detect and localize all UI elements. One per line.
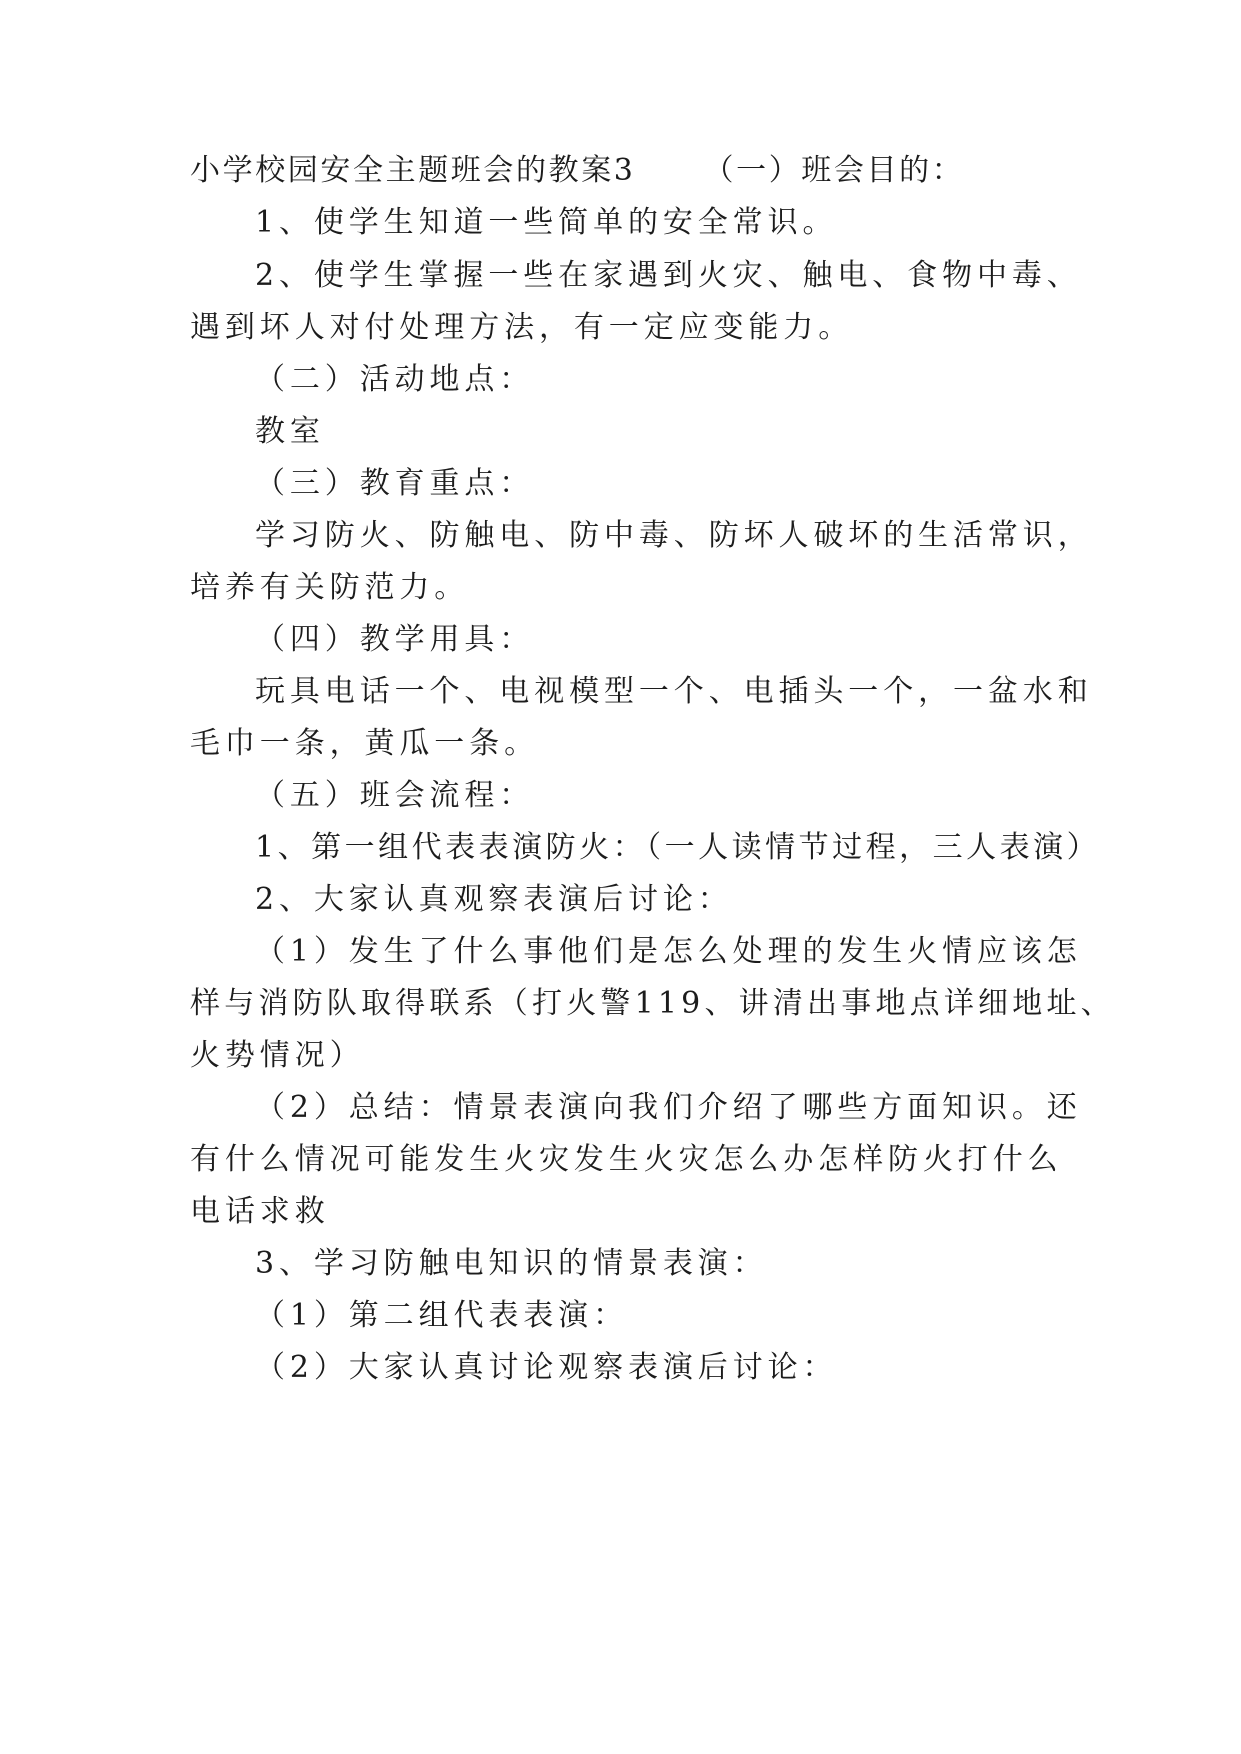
paragraph-line: 有什么情况可能发生火灾发生火灾怎么办怎样防火打什么	[190, 1142, 1063, 1177]
paragraph-line: 教室	[255, 414, 325, 449]
paragraph-line: 学习防火、防触电、防中毒、防坏人破坏的生活常识，	[255, 518, 1093, 553]
paragraph-line: （1）发生了什么事他们是怎么处理的发生火情应该怎	[255, 934, 1082, 969]
paragraph-line: 3、学习防触电知识的情景表演：	[255, 1246, 768, 1281]
paragraph-line: （2）大家认真讨论观察表演后讨论：	[255, 1350, 838, 1385]
paragraph-line: （2）总结：情景表演向我们介绍了哪些方面知识。还	[255, 1090, 1082, 1125]
paragraph-line: 火势情况）	[190, 1038, 365, 1073]
paragraph-line: 样与消防队取得联系（打火警119、讲清出事地点详细地址、	[190, 986, 1115, 1021]
document-title: 小学校园安全主题班会的教案3	[190, 153, 636, 188]
paragraph-line: 1、使学生知道一些简单的安全常识。	[255, 205, 838, 240]
paragraph-line: 2、大家认真观察表演后讨论：	[255, 882, 733, 917]
title-line	[190, 151, 964, 191]
section-heading-2: （二）活动地点：	[255, 362, 535, 397]
paragraph-line: 1、第一组代表表演防火：（一人读情节过程，三人表演）	[255, 830, 1101, 865]
paragraph-line: 遇到坏人对付处理方法，有一定应变能力。	[190, 310, 854, 345]
section-heading-3: （三）教育重点：	[255, 466, 535, 501]
section-heading-5: （五）班会流程：	[255, 778, 535, 813]
section-heading-1: （一）班会目的：	[703, 153, 965, 188]
section-heading-4: （四）教学用具：	[255, 622, 535, 657]
paragraph-line: 毛巾一条，黄瓜一条。	[190, 726, 539, 761]
paragraph-line: 电话求救	[190, 1194, 330, 1229]
paragraph-line: （1）第二组代表表演：	[255, 1298, 628, 1333]
paragraph-line: 培养有关防范力。	[190, 570, 470, 605]
paragraph-line: 玩具电话一个、电视模型一个、电插头一个，一盆水和	[255, 674, 1093, 709]
paragraph-line: 2、使学生掌握一些在家遇到火灾、触电、食物中毒、	[255, 258, 1082, 293]
